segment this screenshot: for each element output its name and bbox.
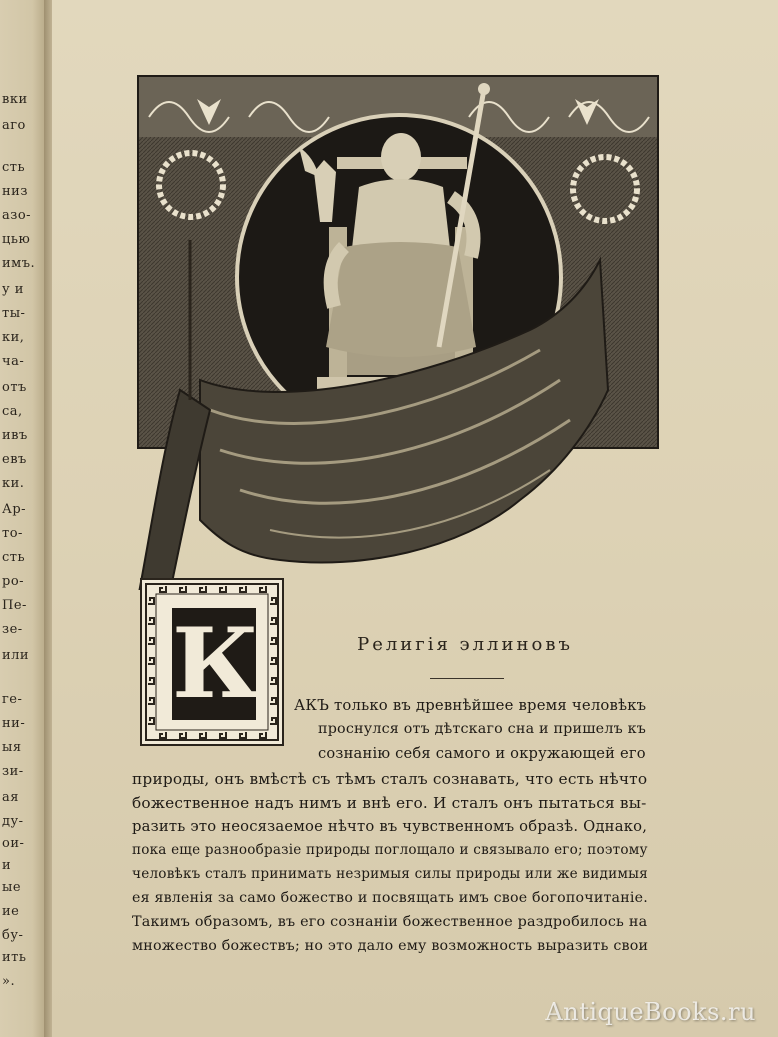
body-text-line: пока еще разнообразіе природы поглощало и связывало его; поэтому [132,842,648,858]
left-page-fragment: то- [2,526,23,541]
left-page-fragment: сть [2,160,26,175]
title-rule [430,678,504,679]
left-page-fragment: ые [2,880,22,895]
left-page-fragment: Ар- [2,502,27,517]
left-page-fragment: ои- [2,836,25,851]
left-page-fragment: ки. [2,476,25,491]
left-page-fragment: низ [2,184,28,199]
left-page-fragment: сть [2,550,26,565]
drop-cap-letter: К [172,607,260,720]
left-page-fragment: зе- [2,622,23,637]
left-page-fragment: бу- [2,928,24,943]
body-text-line: божественное надъ нимъ и внѣ его. И сталъ онъ пытаться вы- [132,794,647,812]
left-page-fragment: евъ [2,452,27,467]
left-page-fragment: у и [2,282,24,297]
left-page-fragment: вки [2,92,28,107]
body-text-line: АКЪ только въ древнѣйшее время человѣкъ [294,697,647,714]
left-page-fragment: и [2,858,12,873]
drop-cap-initial [140,578,284,746]
left-page-fragment: отъ [2,380,27,395]
left-page-fragment: ие [2,904,20,919]
chapter-title: Религія эллиновъ [357,634,573,655]
left-page-fragment: ни- [2,716,26,731]
left-page-fragment: ыя [2,740,22,755]
left-page-fragment: или [2,648,30,663]
left-page-fragment: са, [2,404,23,419]
left-page-fragment: имъ. [2,256,36,271]
left-page-fragment: ить [2,950,27,965]
left-page-fragment: ивъ [2,428,28,443]
left-page-fragment: аго [2,118,26,133]
body-text-line: множество божествъ; но это дало ему возможность выразить свои [132,938,649,954]
body-text-line: природы, онъ вмѣстѣ съ тѣмъ сталъ сознавать, что есть нѣчто [132,770,648,788]
body-text-line: сознанію себя самого и окружающей его [318,745,646,762]
left-page-fragment: азо- [2,208,32,223]
left-page-fragment: ки, [2,330,25,345]
body-text-line: ея явленія за само божество и посвящать имъ свое богопочитаніе. [132,890,648,906]
left-page-fragment: зи- [2,764,24,779]
left-page-edge [0,0,46,1037]
left-page-fragment: ча- [2,354,25,369]
body-text-line: проснулся отъ дѣтскаго сна и пришелъ къ [318,721,646,737]
body-text-line: человѣкъ сталъ принимать незримыя силы природы или же видимыя [132,866,648,882]
left-page-fragment: ро- [2,574,25,589]
drapery-cloth [120,240,620,590]
body-text-line: Такимъ образомъ, въ его сознаніи божественное раздробилось на [132,914,648,930]
left-page-fragment: ». [2,974,16,989]
left-page-fragment: Пе- [2,598,27,613]
body-text-line: разить это неосязаемое нѣчто въ чувственномъ образѣ. Однако, [132,818,648,835]
left-page-fragment: цью [2,232,31,247]
left-page-fragment: ге- [2,692,23,707]
left-page-fragment: ду- [2,814,24,829]
watermark: AntiqueBooks.ru [545,998,756,1026]
left-page-fragment: ая [2,790,19,805]
left-page-fragment: ты- [2,306,26,321]
